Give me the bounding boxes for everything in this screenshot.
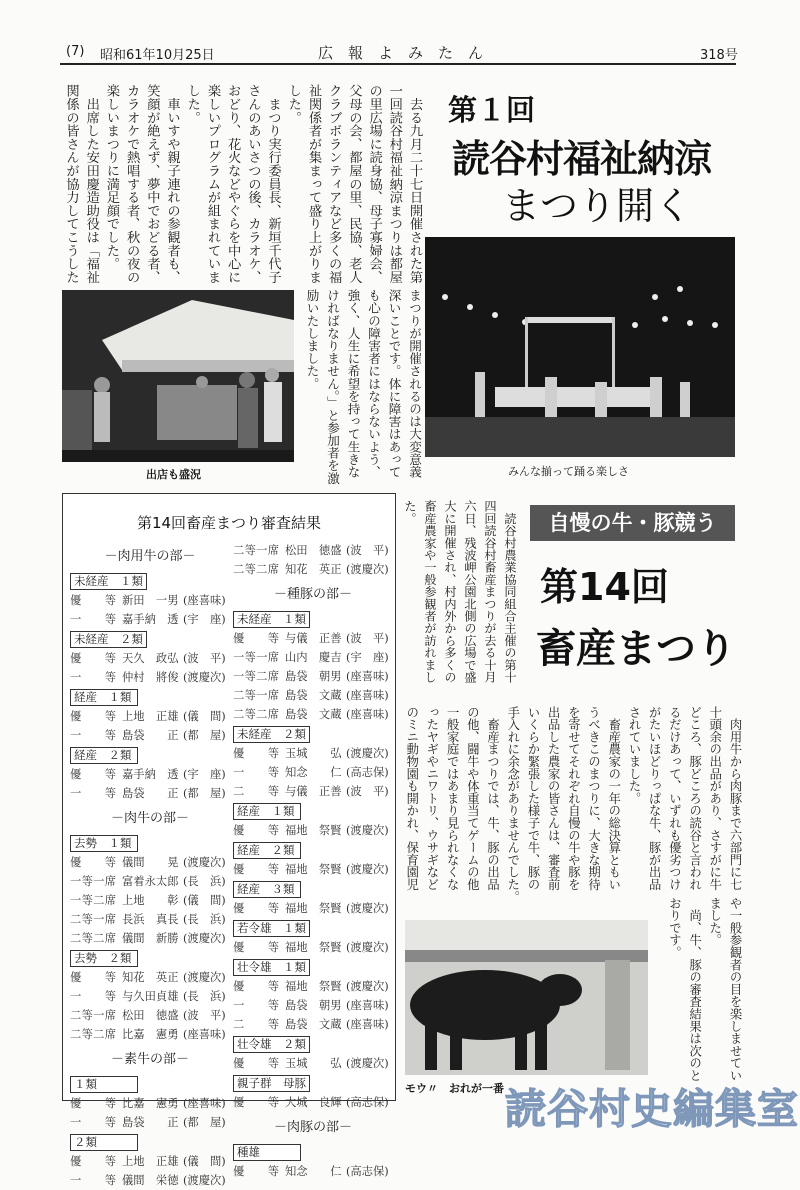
rank: 優 等 xyxy=(233,824,279,837)
name: 島袋 正 xyxy=(122,787,179,800)
section-heading: －肉牛の部－ xyxy=(110,811,189,826)
rank: 一等一席 xyxy=(70,875,116,888)
residence: (座喜味) xyxy=(346,1018,389,1031)
result-row xyxy=(70,591,230,610)
result-row xyxy=(70,1094,230,1113)
rank: 一等二席 xyxy=(70,894,116,907)
class-row xyxy=(70,1074,230,1094)
name: 島袋 正 xyxy=(122,1116,179,1129)
residence: (長 浜) xyxy=(183,875,226,888)
name: 島袋 朝男 xyxy=(285,999,342,1012)
class-label: 経産 １類 xyxy=(233,803,301,820)
result-row xyxy=(70,872,230,891)
class-row xyxy=(233,918,393,938)
section-heading: －素牛の部－ xyxy=(110,1052,189,1067)
class-label: 未経産 １類 xyxy=(70,573,147,590)
class-row xyxy=(70,687,230,707)
name: 玉城 弘 xyxy=(285,747,342,760)
name: 島袋 文蔵 xyxy=(285,708,342,721)
result-row xyxy=(70,968,230,987)
text-column: クラブボランティアなど多くの福 xyxy=(326,84,342,284)
name: 松田 徳盛 xyxy=(285,544,342,557)
text-column: 大に開催され、村内外から多くの xyxy=(443,500,457,683)
article1-kicker: 第１回 xyxy=(448,93,536,127)
rank: 優 等 xyxy=(70,652,116,665)
result-row xyxy=(70,649,230,668)
name: 知花 英正 xyxy=(285,563,342,576)
class-row xyxy=(233,1142,393,1162)
residence: (渡慶次) xyxy=(346,563,389,576)
article1-body xyxy=(60,84,424,289)
name: 大城 良輝 xyxy=(285,1096,342,1109)
section-heading: －肉豚の部－ xyxy=(273,1120,352,1135)
rank: 二 等 xyxy=(233,785,279,798)
photo3-caption: モウ〃 おれが一番 xyxy=(405,1082,504,1095)
result-row xyxy=(70,987,230,1006)
rank: 優 等 xyxy=(70,768,116,781)
rank: 優 等 xyxy=(70,856,116,869)
text-column: 畜産まつりでは、牛、豚の出品 xyxy=(485,706,500,891)
name: 新田 一男 xyxy=(122,594,179,607)
name: 福地 祭賢 xyxy=(285,902,342,915)
results-table xyxy=(62,493,396,1187)
result-row xyxy=(70,1025,230,1044)
rank: 一 等 xyxy=(70,990,116,1003)
rank: 一 等 xyxy=(70,671,116,684)
photo1-caption: 出店も盛況 xyxy=(146,468,201,481)
page-number: (7) xyxy=(66,44,85,59)
text-column: 十頭余の出品があり、さすがに牛 xyxy=(707,706,722,891)
class-row xyxy=(233,1073,393,1093)
rank: 一 等 xyxy=(70,1116,116,1129)
residence: (都 屋) xyxy=(183,1116,226,1129)
class-row xyxy=(233,840,393,860)
rank: 二等一席 xyxy=(233,544,279,557)
residence: (渡慶次) xyxy=(346,941,389,954)
residence: (波 平) xyxy=(346,785,389,798)
text-column: 楽しいまつりに満足顔でした。 xyxy=(103,84,119,271)
residence: (座喜味) xyxy=(346,689,389,702)
class-row xyxy=(70,948,230,968)
text-column: ければなりません。」と参加者を激 xyxy=(325,289,340,485)
text-column: 関係の皆さんが協力してこうした xyxy=(63,84,79,284)
text-column: うべきこのまつりに、大きな期待 xyxy=(586,706,601,891)
result-row xyxy=(70,891,230,910)
results-title: 第14回畜産まつり審査結果 xyxy=(136,514,322,532)
name: 儀間 新勝 xyxy=(122,932,179,945)
result-row xyxy=(233,977,393,996)
residence: (座喜味) xyxy=(346,670,389,683)
text-column: 出品した農家の皆さんは、審査前 xyxy=(546,706,561,891)
results-left-column xyxy=(70,541,230,1190)
name: 比嘉 憲勇 xyxy=(122,1097,179,1110)
issue-date: 昭和61年10月25日 xyxy=(100,48,215,63)
text-column: した。 xyxy=(184,84,200,124)
class-label: 未経産 ２類 xyxy=(70,631,147,648)
rank: 優 等 xyxy=(233,1057,279,1070)
name: 与儀 正善 xyxy=(285,785,342,798)
class-label: １類 xyxy=(70,1076,138,1093)
residence: (渡慶次) xyxy=(183,1174,226,1187)
rank: 優 等 xyxy=(70,1097,116,1110)
class-row xyxy=(233,1034,393,1054)
text-column: 六日、残波岬公園北側の広場で盛 xyxy=(463,500,477,683)
text-column: 一般家庭ではあまり見られなくな xyxy=(445,706,460,891)
text-column: 励いたしました。 xyxy=(304,289,320,390)
text-column: た。 xyxy=(403,500,417,525)
name: 与儀 正善 xyxy=(285,632,342,645)
issue-number: 318号 xyxy=(700,48,738,63)
article2-intro xyxy=(400,500,520,685)
rank: 優 等 xyxy=(233,1096,279,1109)
rank: 一等二席 xyxy=(233,670,279,683)
text-column: まつりが開催されるのは大変意義 xyxy=(407,289,422,478)
name: 福地 祭賢 xyxy=(285,941,342,954)
residence: (渡慶次) xyxy=(346,980,389,993)
residence: (儀 間) xyxy=(183,1155,226,1168)
rank: 優 等 xyxy=(70,971,116,984)
residence: (儀 間) xyxy=(183,894,226,907)
photo-cattle xyxy=(405,920,648,1075)
text-column: 深いことです。体に障害はあって xyxy=(386,289,402,478)
rank: 二等二席 xyxy=(233,563,279,576)
class-label: 経産 １類 xyxy=(70,689,138,706)
class-label: 親子群 母豚 xyxy=(233,1075,310,1092)
class-row xyxy=(233,724,393,744)
residence: (高志保) xyxy=(346,1096,389,1109)
class-label: 去勢 １類 xyxy=(70,835,138,852)
result-row xyxy=(233,860,393,879)
rank: 優 等 xyxy=(233,632,279,645)
rank: 優 等 xyxy=(70,710,116,723)
text-column: どころ、豚どころの読谷と言われ xyxy=(687,706,702,891)
result-row xyxy=(70,929,230,948)
name: 島袋 朝男 xyxy=(285,670,342,683)
class-row xyxy=(233,879,393,899)
name: 嘉手納 透 xyxy=(122,768,179,781)
article1-title-line2: まつり開く xyxy=(502,184,693,228)
text-column: 読谷村農業協同組合主催の第十 xyxy=(503,500,517,683)
residence: (高志保) xyxy=(346,1165,389,1178)
text-column: 出席した安田慶造助役は「福祉 xyxy=(83,84,99,284)
class-label: 未経産 ２類 xyxy=(233,726,310,743)
result-row xyxy=(233,763,393,782)
name: 知念 仁 xyxy=(285,766,342,779)
class-row xyxy=(70,833,230,853)
text-column: るだけあって、いずれも優劣つけ xyxy=(667,706,682,891)
name: 松田 徳盛 xyxy=(122,1009,179,1022)
name: 知念 仁 xyxy=(285,1165,342,1178)
residence: (渡慶次) xyxy=(183,932,226,945)
class-row xyxy=(70,571,230,591)
residence: (渡慶次) xyxy=(346,1057,389,1070)
text-column: した。 xyxy=(285,84,301,124)
rank: 二等一席 xyxy=(70,913,116,926)
residence: (波 平) xyxy=(183,652,226,665)
name: 長浜 真長 xyxy=(122,913,179,926)
text-column: も心の障害者にはならないよう、 xyxy=(366,289,381,478)
rank: 二 等 xyxy=(233,1018,279,1031)
text-column: 祉関係者が集まって盛り上がりま xyxy=(305,84,321,284)
name: 上地 正雄 xyxy=(122,1155,179,1168)
result-row xyxy=(233,1054,393,1073)
rank: 優 等 xyxy=(233,941,279,954)
name: 知花 英正 xyxy=(122,971,179,984)
photo2-caption: みんな揃って踊る楽しさ xyxy=(508,465,629,478)
residence: (座喜味) xyxy=(183,1097,226,1110)
text-column: 楽しいプログラムが組まれていま xyxy=(204,84,220,284)
text-column: おどり、花火などやぐらを中心に xyxy=(225,84,241,284)
text-column: の里広場に読身協、母子寡婦会、 xyxy=(366,84,382,284)
rank: 優 等 xyxy=(233,980,279,993)
result-row xyxy=(233,667,393,686)
text-column: 父母の会、都屋の里、民協、老人 xyxy=(346,84,362,284)
result-row xyxy=(233,996,393,1015)
residence: (宇 座) xyxy=(183,768,226,781)
rank: 優 等 xyxy=(70,1155,116,1168)
class-label: ２類 xyxy=(70,1134,138,1151)
text-column: 強く、人生に希望を持って生きな xyxy=(345,289,361,478)
text-column: がたいほどりっぱな牛、豚が出品 xyxy=(647,706,662,891)
residence: (高志保) xyxy=(346,766,389,779)
residence: (波 平) xyxy=(346,544,389,557)
text-column: 車いすや親子連れの参観者も、 xyxy=(164,84,180,284)
text-column: 四回読谷村畜産まつりが去る十月 xyxy=(483,500,497,683)
class-row xyxy=(233,609,393,629)
result-row xyxy=(233,648,393,667)
residence: (都 屋) xyxy=(183,787,226,800)
residence: (渡慶次) xyxy=(183,671,226,684)
article2-body xyxy=(402,706,745,903)
result-row xyxy=(70,726,230,745)
residence: (都 屋) xyxy=(183,729,226,742)
result-row xyxy=(233,821,393,840)
rank: 二等二席 xyxy=(233,708,279,721)
class-label: 壮令雄 １類 xyxy=(233,959,310,976)
text-column: さんのあいさつの後、カラオケ、 xyxy=(245,84,261,284)
result-row xyxy=(70,1171,230,1190)
result-row xyxy=(70,1152,230,1171)
rank: 二等一席 xyxy=(70,1009,116,1022)
class-label: 若令雄 １類 xyxy=(233,920,310,937)
rank: 二等二席 xyxy=(70,1028,116,1041)
text-column: を寄せてそれぞれ自慢の牛や豚を xyxy=(566,706,581,891)
class-row xyxy=(70,1132,230,1152)
residence: (波 平) xyxy=(346,632,389,645)
result-row xyxy=(233,899,393,918)
residence: (長 浜) xyxy=(183,913,226,926)
class-label: 去勢 ２類 xyxy=(70,950,138,967)
article2-kicker: 自慢の牛・豚競う xyxy=(530,505,735,541)
section-heading: －種豚の部－ xyxy=(273,587,352,602)
class-label: 種雄 xyxy=(233,1144,301,1161)
name: 富着永太郎 xyxy=(122,875,179,888)
text-column: カラオケで熱唱する者、秋の夜の xyxy=(124,84,140,284)
name: 島袋 正 xyxy=(122,729,179,742)
article2-title-line2: 畜産まつり xyxy=(536,626,736,672)
text-column: おりです。 xyxy=(667,897,682,959)
text-column: の他、闘牛や体重当てゲームの他 xyxy=(465,706,480,891)
rank: 二等二席 xyxy=(70,932,116,945)
class-row xyxy=(70,745,230,765)
residence: (座喜味) xyxy=(346,708,389,721)
name: 嘉手納 透 xyxy=(122,613,179,626)
residence: (座喜味) xyxy=(183,594,226,607)
name: 上地 彰 xyxy=(122,894,179,907)
result-row xyxy=(233,938,393,957)
article2-body-end xyxy=(664,897,745,1085)
text-column: 笑顔が絶えず、夢中でおどる者、 xyxy=(144,84,160,284)
result-row xyxy=(233,782,393,801)
rank: 一 等 xyxy=(70,1174,116,1187)
residence: (渡慶次) xyxy=(346,863,389,876)
result-row xyxy=(233,541,393,560)
result-row xyxy=(233,560,393,579)
text-column: ったヤギやニワトリ、ウサギなど xyxy=(424,706,439,891)
text-column: や一般参観者の目を楽しませてい xyxy=(728,897,742,1082)
result-row xyxy=(70,784,230,803)
text-column: 畜産農家や一般参観者が訪れまし xyxy=(423,500,437,683)
result-row xyxy=(70,610,230,629)
residence: (宇 座) xyxy=(183,613,226,626)
rank: 優 等 xyxy=(233,902,279,915)
class-row xyxy=(233,801,393,821)
result-row xyxy=(70,668,230,687)
name: 山内 慶吉 xyxy=(285,651,342,664)
rank: 優 等 xyxy=(70,594,116,607)
article1-body-continued xyxy=(301,289,424,484)
text-column: 一回読谷村福祉納涼まつりは都屋 xyxy=(386,84,402,284)
residence: (座喜味) xyxy=(346,999,389,1012)
residence: (長 浜) xyxy=(183,990,226,1003)
archive-watermark: 読谷村史編集室 xyxy=(505,1085,799,1133)
rank: 一 等 xyxy=(70,729,116,742)
rank: 一 等 xyxy=(70,787,116,800)
result-row xyxy=(233,1093,393,1112)
residence: (宇 座) xyxy=(346,651,389,664)
text-column: 畜産農家の一年の総決算ともい xyxy=(606,706,621,891)
result-row xyxy=(70,910,230,929)
name: 比嘉 憲勇 xyxy=(122,1028,179,1041)
name: 福地 祭賢 xyxy=(285,824,342,837)
photo-stalls xyxy=(62,290,294,462)
class-row xyxy=(233,957,393,977)
result-row xyxy=(233,744,393,763)
result-row xyxy=(233,705,393,724)
name: 儀間 晃 xyxy=(122,856,179,869)
result-row xyxy=(70,707,230,726)
result-row xyxy=(233,629,393,648)
residence: (渡慶次) xyxy=(183,971,226,984)
name: 島袋 文蔵 xyxy=(285,689,342,702)
rank: 優 等 xyxy=(233,1165,279,1178)
name: 島袋 文蔵 xyxy=(285,1018,342,1031)
text-column: 去る九月二十七日開催された第 xyxy=(407,84,422,284)
rank: 優 等 xyxy=(233,747,279,760)
class-label: 経産 ３類 xyxy=(233,881,301,898)
name: 与久田貞雄 xyxy=(122,990,179,1003)
result-row xyxy=(70,1113,230,1132)
residence: (渡慶次) xyxy=(346,824,389,837)
name: 儀間 栄徳 xyxy=(122,1174,179,1187)
class-row xyxy=(70,629,230,649)
results-right-column xyxy=(233,541,393,1181)
article2-title-line1: 第14回 xyxy=(540,565,669,609)
residence: (渡慶次) xyxy=(346,902,389,915)
name: 天久 政弘 xyxy=(122,652,179,665)
newspaper-title: 広 報 よ み た ん xyxy=(318,44,484,62)
rank: 一 等 xyxy=(233,766,279,779)
article1-title-line1: 読谷村福祉納涼 xyxy=(452,137,712,181)
result-row xyxy=(70,765,230,784)
text-column: されていました。 xyxy=(626,706,641,805)
result-row xyxy=(233,1162,393,1181)
text-column: 肉用牛から肉豚まで六部門に七 xyxy=(728,706,742,891)
header-rule xyxy=(60,63,736,65)
residence: (渡慶次) xyxy=(346,747,389,760)
result-row xyxy=(233,686,393,705)
result-row xyxy=(70,1006,230,1025)
residence: (渡慶次) xyxy=(183,856,226,869)
photo-dancing xyxy=(425,237,735,457)
residence: (座喜味) xyxy=(183,1028,226,1041)
rank: 優 等 xyxy=(233,863,279,876)
name: 仲村 將俊 xyxy=(122,671,179,684)
result-row xyxy=(70,853,230,872)
rank: 一等一席 xyxy=(233,651,279,664)
text-column: いくらか緊張した様子で牛、豚の xyxy=(525,706,540,891)
residence: (儀 間) xyxy=(183,710,226,723)
text-column: 手入れに余念がありませんでした。 xyxy=(505,706,520,903)
name: 福地 祭賢 xyxy=(285,980,342,993)
result-row xyxy=(233,1015,393,1034)
name: 福地 祭賢 xyxy=(285,863,342,876)
text-column: 尚、牛、豚の審査結果は次のと xyxy=(687,897,702,1082)
name: 玉城 弘 xyxy=(285,1057,342,1070)
residence: (波 平) xyxy=(183,1009,226,1022)
rank: 一 等 xyxy=(233,999,279,1012)
text-column: ました。 xyxy=(707,897,722,947)
class-label: 壮令雄 ２類 xyxy=(233,1036,310,1053)
section-heading: －肉用牛の部－ xyxy=(104,549,196,564)
rank: 二等一席 xyxy=(233,689,279,702)
rank: 一 等 xyxy=(70,613,116,626)
class-label: 経産 ２類 xyxy=(70,747,138,764)
name: 上地 正雄 xyxy=(122,710,179,723)
text-column: まつり実行委員長、新垣千代子 xyxy=(265,84,281,284)
class-label: 経産 ２類 xyxy=(233,842,301,859)
text-column: のミニ動物園も開かれ、保育園児 xyxy=(404,706,419,891)
class-label: 未経産 １類 xyxy=(233,611,310,628)
